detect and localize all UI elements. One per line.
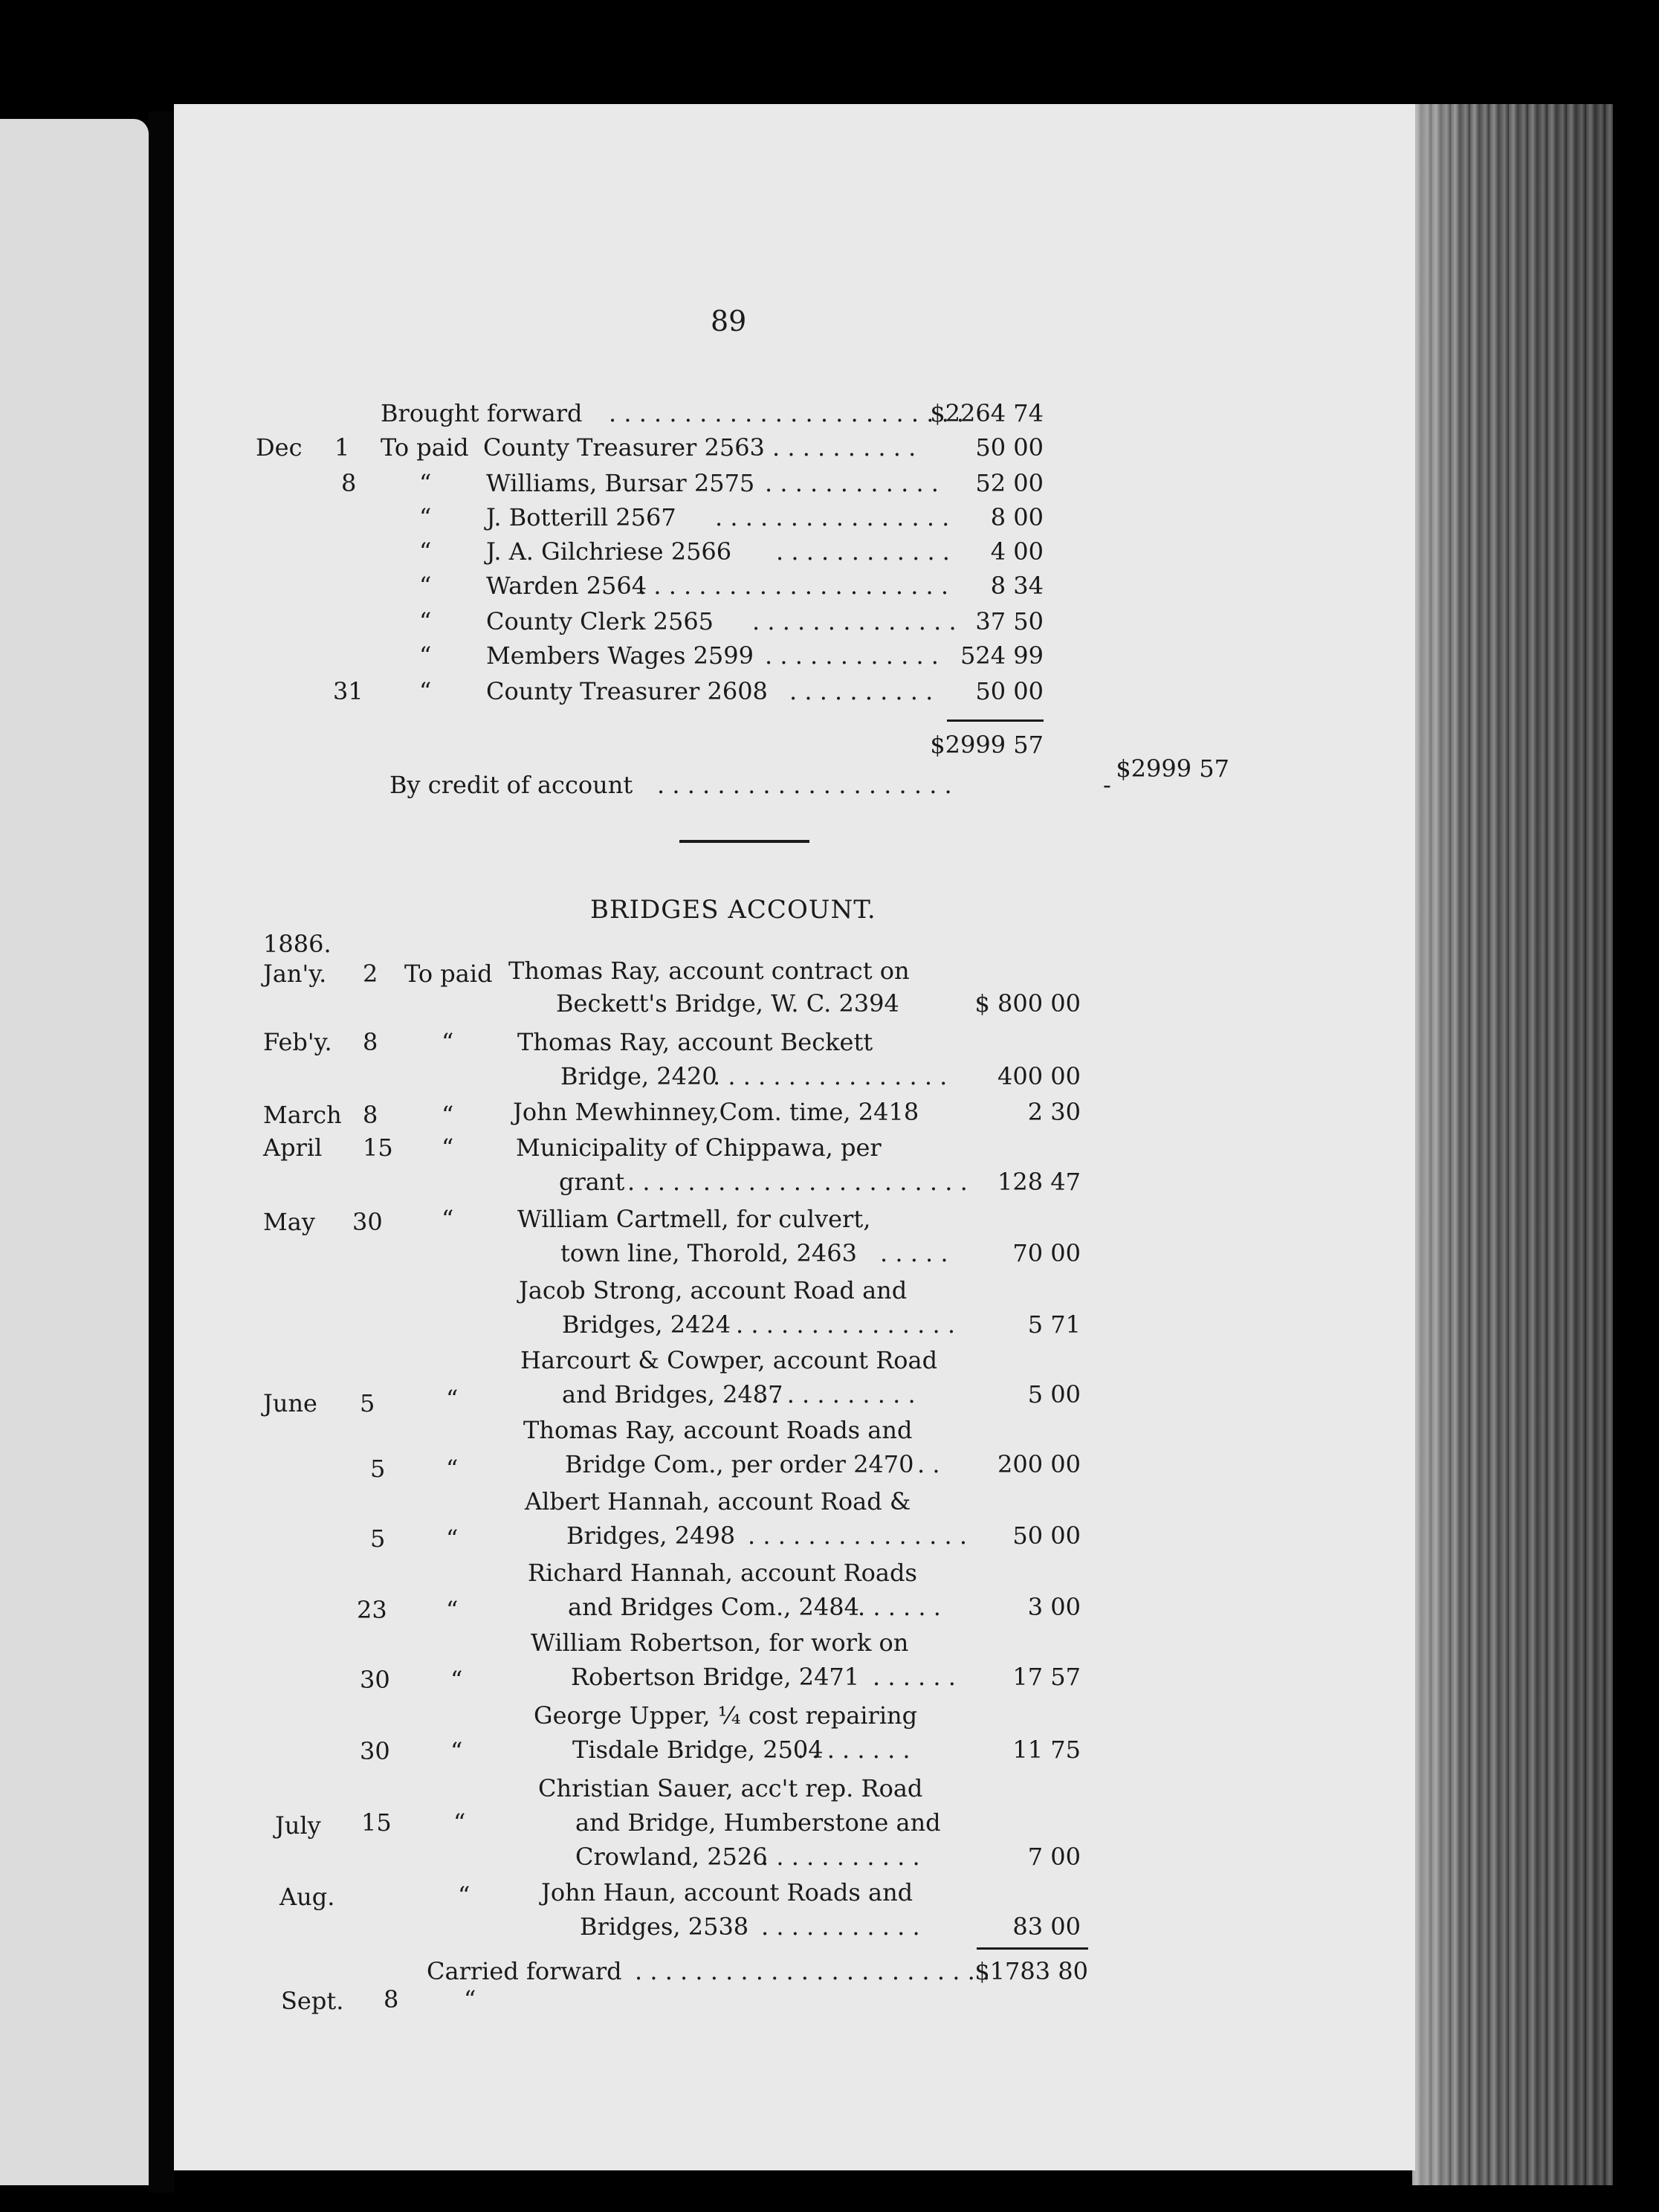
entry-amount: 7 00 [1027, 1843, 1081, 1871]
entry-prefix: “ [446, 1385, 459, 1413]
entry-month: Aug. [279, 1883, 335, 1911]
entry-prefix: “ [419, 677, 432, 705]
leader-dots: . . . . . . . . . . . . . . . . [713, 1062, 948, 1090]
leader-dots: . . . . . . . . . . [772, 433, 916, 462]
leader-dots: . . . . . . [873, 1663, 956, 1691]
entry-line2: and Bridges Com., 2484 [568, 1593, 859, 1621]
leader-dots: . . . . . . . . . . . [761, 1843, 920, 1871]
entry-prefix: “ [419, 641, 432, 670]
entry-day: 23 [357, 1596, 387, 1624]
leader-dots: . . . . . . . . . . . . . . . [736, 1310, 955, 1339]
entry-line1: John Mewhinney,Com. time, 2418 [513, 1098, 919, 1126]
entry-day: 30 [360, 1666, 390, 1694]
entry-day: 8 [384, 1985, 399, 2014]
leader-dots: . . . . . . . . . . . . . . . . . . . . [657, 771, 952, 799]
entry-prefix: “ [450, 1737, 463, 1765]
top-total: $2999 57 [930, 731, 1044, 759]
entry-desc: County Treasurer 2608 [486, 677, 768, 705]
entry-line1: Harcourt & Cowper, account Road [520, 1346, 938, 1374]
entry-desc: J. Botterill 2567 [486, 503, 676, 531]
entry-line1: Thomas Ray, account Roads and [523, 1416, 913, 1444]
entry-amount: 37 50 [975, 607, 1044, 636]
entry-desc: J. A. Gilchriese 2566 [486, 537, 732, 566]
entry-line1: William Robertson, for work on [531, 1629, 909, 1657]
entry-month: March [263, 1101, 342, 1129]
leader-dots: . . . . . . . . . . [789, 677, 934, 705]
entry-amount: 4 00 [990, 537, 1044, 566]
entry-prefix: “ [419, 572, 432, 600]
entry-line1: Christian Sauer, acc't rep. Road [538, 1774, 923, 1802]
entry-prefix: “ [419, 607, 432, 636]
entry-line2: Beckett's Bridge, W. C. 2394 [556, 989, 899, 1018]
brought-forward-label: Brought forward [381, 399, 583, 427]
entry-day: 1 [334, 433, 350, 462]
entry-prefix: “ [442, 1134, 454, 1162]
entry-amount: 17 57 [1012, 1663, 1081, 1691]
entry-amount: 50 00 [975, 433, 1044, 462]
leader-dots: . . . . . . . . . . . . [765, 469, 939, 497]
entry-month: April [263, 1134, 323, 1162]
entry-day: 5 [360, 1389, 375, 1417]
entry-amount: 50 00 [975, 677, 1044, 705]
entry-day: 15 [363, 1134, 393, 1162]
entry-prefix: “ [419, 503, 432, 531]
entry-line2: Bridge Com., per order 2470 [565, 1450, 914, 1478]
entry-day: 8 [363, 1101, 378, 1129]
carried-forward-amount: $1783 80 [974, 1957, 1088, 1985]
entry-prefix: “ [419, 537, 432, 566]
entry-prefix: “ [419, 469, 432, 497]
entry-amount: 50 00 [1012, 1521, 1081, 1550]
entry-line2: and Bridges, 2487 [562, 1380, 783, 1409]
ledger-page [174, 104, 1415, 2170]
entry-prefix: “ [442, 1101, 454, 1129]
leader-dots: . . . . . . . . . . . . . . . . . . . . . [638, 572, 949, 600]
entry-prefix: “ [446, 1455, 459, 1483]
entry-line2: Tisdale Bridge, 2504 [572, 1736, 824, 1764]
leader-dots: . . . . . . . . . . . . . . . . [715, 503, 950, 531]
book-gutter [149, 111, 174, 2193]
section-title: BRIDGES ACCOUNT. [590, 895, 876, 925]
entry-desc: Warden 2564 [486, 572, 647, 600]
entry-amount: 83 00 [1012, 1912, 1081, 1941]
entry-amount: 524 99 [960, 641, 1044, 670]
year: 1886. [263, 930, 332, 958]
entry-month: Feb'y. [263, 1028, 332, 1056]
entry-month: July [275, 1811, 321, 1840]
entry-desc: County Treasurer 2563 [483, 433, 765, 462]
sum-rule [947, 719, 1044, 722]
entry-amount: 200 00 [997, 1450, 1081, 1478]
page-number: 89 [711, 305, 747, 337]
entry-month: Sept. [281, 1987, 344, 2015]
entry-line1: Thomas Ray, account Beckett [517, 1028, 873, 1056]
entry-desc: Williams, Bursar 2575 [486, 469, 755, 497]
entry-day: 5 [370, 1455, 386, 1483]
sum-rule [977, 1947, 1088, 1950]
entry-amount: 5 71 [1027, 1310, 1081, 1339]
leader-dots: . . . . . . . . . . . . . . . . . . . . . . . . [635, 1957, 991, 1985]
entry-amount: 5 00 [1027, 1380, 1081, 1409]
entry-line1: John Haun, account Roads and [541, 1878, 913, 1907]
entry-line2: Bridge, 2420 [560, 1062, 717, 1090]
entry-amount: 8 34 [990, 572, 1044, 600]
entry-amount: 8 00 [990, 503, 1044, 531]
entry-day: 2 [363, 960, 378, 988]
entry-prefix: “ [442, 1205, 454, 1233]
entry-prefix: “ [446, 1596, 459, 1624]
entry-line2: town line, Thorold, 2463 [560, 1239, 857, 1267]
leader-dots: . . . . . . . . . . . . . . . . . . . . . . . [627, 1168, 968, 1196]
entry-line1: William Cartmell, for culvert, [517, 1205, 871, 1233]
entry-month: June [263, 1389, 317, 1417]
entry-line1: Jacob Strong, account Road and [519, 1276, 908, 1304]
entry-prefix: To paid [381, 433, 469, 462]
leader-dots: . . . . . . . . . . . . . . . [748, 1521, 967, 1550]
section-divider [679, 840, 809, 843]
leader-dots: . . . . . . . . . . . . [776, 537, 950, 566]
entry-line2: and Bridge, Humberstone and [575, 1808, 941, 1837]
entry-prefix: “ [464, 1985, 476, 2014]
entry-prefix: “ [442, 1028, 454, 1056]
entry-line1: Thomas Ray, account contract on [508, 957, 910, 985]
entry-line1: George Upper, ¼ cost repairing [534, 1701, 918, 1730]
leader-dots: . . . . . . . . [797, 1736, 911, 1764]
entry-line2: grant [559, 1168, 625, 1196]
entry-line2: Robertson Bridge, 2471 [571, 1663, 860, 1691]
leader-dots: . . [917, 1450, 940, 1478]
entry-prefix: “ [450, 1666, 463, 1694]
entry-amount: $ 800 00 [974, 989, 1081, 1018]
entry-line1: Municipality of Chippawa, per [516, 1134, 882, 1162]
entry-month: May [263, 1208, 315, 1236]
entry-month: Jan'y. [263, 960, 327, 988]
entry-prefix: To paid [404, 960, 493, 988]
leader-dots: . . . . . . . . . . . [757, 1380, 916, 1409]
entry-line1: Albert Hannah, account Road & [525, 1487, 911, 1516]
facing-page [0, 119, 149, 2185]
leader-dots: . . . . . [880, 1239, 948, 1267]
leader-dots: . . . . . . . . . . . . . . [752, 607, 957, 636]
entry-prefix: “ [446, 1524, 459, 1553]
credit-label: By credit of account [389, 771, 633, 799]
entry-desc: Members Wages 2599 [486, 641, 754, 670]
entry-day: 30 [360, 1737, 390, 1765]
entry-line3: Crowland, 2526 [575, 1843, 768, 1871]
entry-line1: Richard Hannah, account Roads [528, 1559, 917, 1587]
entry-day: 8 [341, 469, 357, 497]
page-edges [1412, 104, 1613, 2185]
entry-amount: 2 30 [1027, 1098, 1081, 1126]
entry-day: 5 [370, 1524, 386, 1553]
carried-forward-label: Carried forward [427, 1957, 622, 1985]
entry-line2: Bridges, 2424 [562, 1310, 731, 1339]
credit-amount: $2999 57 [1116, 754, 1229, 783]
leader-dots: . . . . . . . . . . . [761, 1912, 920, 1941]
brought-forward-amount: $2264 74 [930, 399, 1044, 427]
entry-day: 8 [363, 1028, 378, 1056]
entry-day: 31 [333, 677, 363, 705]
entry-prefix: “ [453, 1808, 466, 1837]
entry-amount: 11 75 [1012, 1736, 1081, 1764]
entry-line2: Bridges, 2538 [580, 1912, 749, 1941]
entry-day: 30 [352, 1208, 383, 1236]
entry-line2: Bridges, 2498 [566, 1521, 736, 1550]
entry-desc: County Clerk 2565 [486, 607, 714, 636]
entry-month: Dec [256, 433, 303, 462]
dash-mark: - [1103, 771, 1111, 799]
leader-dots: . . . . . . [858, 1593, 941, 1621]
leader-dots: . . . . . . . . . . . . [765, 641, 939, 670]
entry-prefix: “ [458, 1881, 470, 1909]
entry-amount: 52 00 [975, 469, 1044, 497]
leader-dots: . . . . . . . . . . . . . . . . . . . . . . . . [609, 399, 965, 427]
entry-day: 15 [361, 1808, 392, 1837]
entry-amount: 3 00 [1027, 1593, 1081, 1621]
entry-amount: 400 00 [997, 1062, 1081, 1090]
entry-amount: 128 47 [997, 1168, 1081, 1196]
entry-amount: 70 00 [1012, 1239, 1081, 1267]
